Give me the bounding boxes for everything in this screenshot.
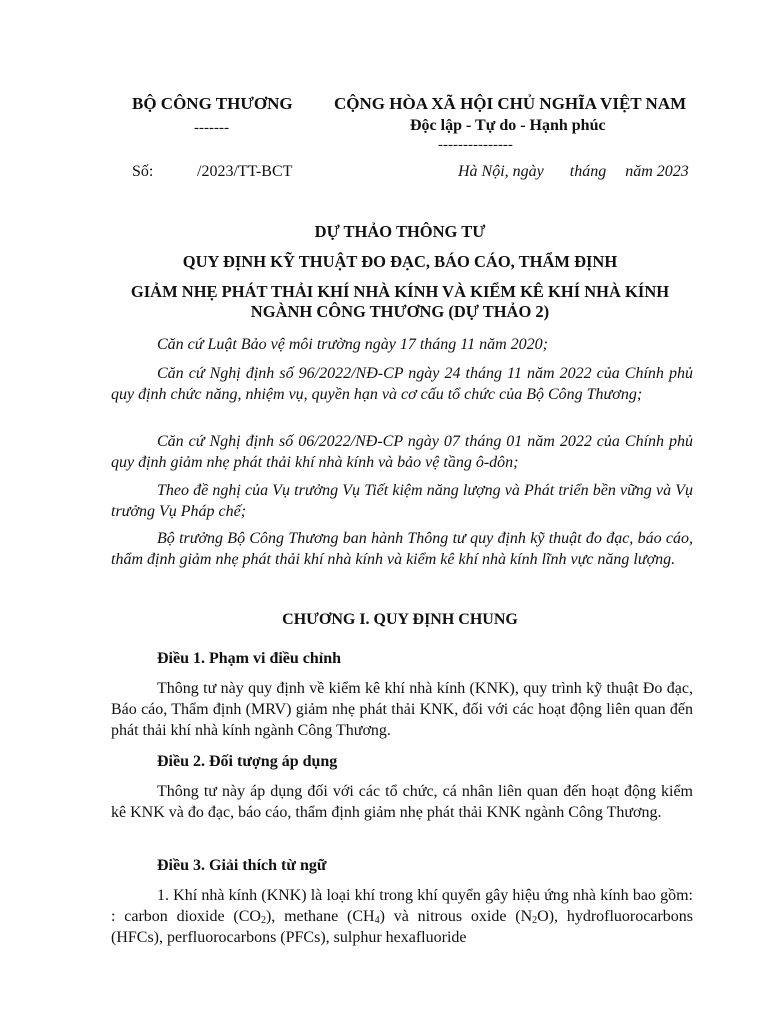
preamble-paragraph: Căn cứ Nghị định số 06/2022/NĐ-CP ngày 07 tháng 01 năm 2022 của Chính phủ quy định giảm nhẹ phát thải khí nhà kính và bảo vệ tầng ô-dôn; <box>111 433 693 471</box>
article-text: Thông tư này quy định về kiểm kê khí nhà kính (KNK), quy trình kỹ thuật Đo đạc, Báo cáo, Thẩm định (MRV) giảm nhẹ phát thải KNK, đối với các hoạt động liên quan đến phát thải khí nhà kính ngành Công Thương. <box>111 680 693 739</box>
preamble-paragraph: Căn cứ Luật Bảo vệ môi trường ngày 17 tháng 11 năm 2020; <box>157 336 548 353</box>
article-heading: Điều 2. Đối tượng áp dụng <box>157 753 338 770</box>
article-text: 1. Khí nhà kính (KNK) là loại khí trong khí quyển gây hiệu ứng nhà kính bao gồm: : carbon dioxide $(CO_2)$, methane $(CH_4)$ và nitrous oxide $(N_2O)$, hydrofluorocarbons (HFCs), perfluorocarbons (PFCs), sulphur hexafluoride <box>111 887 694 946</box>
article-text: Thông tư này áp dụng đối với các tổ chức, cá nhân liên quan đến hoạt động kiểm kê KNK và đo đạc, báo cáo, thẩm định giảm nhẹ phát thải KNK ngành Công Thương. <box>111 783 693 821</box>
ministry-divider: ------- <box>194 120 229 136</box>
place-date-year: năm 2023 <box>625 163 689 180</box>
motto-divider: --------------- <box>438 137 513 153</box>
preamble-paragraph: Bộ trưởng Bộ Công Thương ban hành Thông tư quy định kỹ thuật đo đạc, báo cáo, thẩm định giảm nhẹ phát thải khí nhà kính và kiểm kê khí nhà kính lĩnh vực năng lượng. <box>111 530 693 568</box>
place-date <box>458 163 689 181</box>
title-line-2: QUY ĐỊNH KỸ THUẬT ĐO ĐẠC, BÁO CÁO, THẨM ĐỊNH <box>182 252 618 271</box>
preamble-paragraph: Theo đề nghị của Vụ trưởng Vụ Tiết kiệm năng lượng và Phát triển bền vững và Vụ trưởng Vụ Pháp chế; <box>111 482 693 520</box>
doc-number-value: /2023/TT-BCT <box>197 163 293 180</box>
title-line-4: NGÀNH CÔNG THƯƠNG (DỰ THẢO 2) <box>250 302 550 321</box>
place-date-place: Hà Nội, ngày <box>458 163 544 180</box>
chapter-heading: CHƯƠNG I. QUY ĐỊNH CHUNG <box>282 611 518 628</box>
doc-number-label: Số: <box>132 163 154 180</box>
ministry-name: BỘ CÔNG THƯƠNG <box>132 94 293 113</box>
article-heading: Điều 1. Phạm vi điều chỉnh <box>157 650 342 667</box>
national-motto: Độc lập - Tự do - Hạnh phúc <box>410 117 606 134</box>
article-heading: Điều 3. Giải thích từ ngữ <box>157 857 327 874</box>
title-line-3: GIẢM NHẸ PHÁT THẢI KHÍ NHÀ KÍNH VÀ KIỂM KÊ KHÍ NHÀ KÍNH <box>130 282 670 301</box>
republic-name: CỘNG HÒA XÃ HỘI CHỦ NGHĨA VIỆT NAM <box>334 94 687 113</box>
preamble-paragraph: Căn cứ Nghị định số 96/2022/NĐ-CP ngày 24 tháng 11 năm 2022 của Chính phủ quy định chức năng, nhiệm vụ, quyền hạn và cơ cấu tổ chức của Bộ Công Thương; <box>111 365 693 403</box>
title-line-1: DỰ THẢO THÔNG TƯ <box>314 222 486 241</box>
place-date-month: tháng <box>569 163 607 180</box>
